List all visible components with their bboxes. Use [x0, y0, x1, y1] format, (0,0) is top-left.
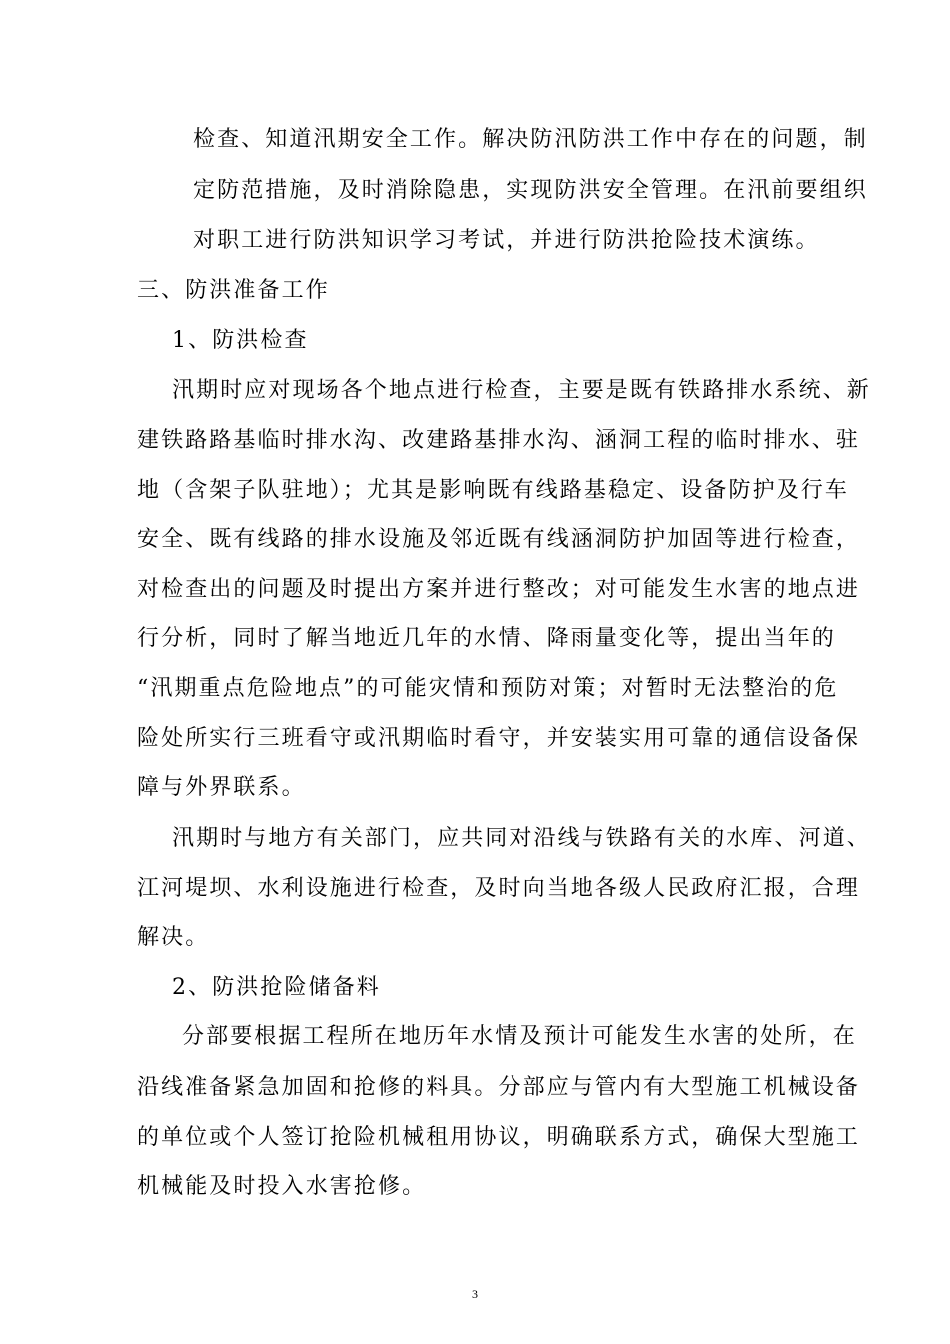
text-line: 汛期时应对现场各个地点进行检查，主要是既有铁路排水系统、新: [172, 378, 871, 403]
subsection-heading: 1、防洪检查: [172, 328, 309, 353]
text-line: 定防范措施，及时消除隐患，实现防洪安全管理。在汛前要组织: [193, 178, 868, 203]
text-line: 安全、既有线路的排水设施及邻近既有线涵洞防护加固等进行检查，: [137, 527, 861, 552]
text-line: 沿线准备紧急加固和抢修的料具。分部应与管内有大型施工机械设备: [137, 1075, 861, 1100]
text-line: “汛期重点危险地点”的可能灾情和预防对策；对暂时无法整治的危: [137, 676, 839, 701]
section-heading: 三、防洪准备工作: [137, 278, 330, 303]
text-line: 障与外界联系。: [137, 775, 306, 800]
page-number: 3: [472, 1287, 478, 1301]
text-line: 行分析，同时了解当地近几年的水情、降雨量变化等，提出当年的: [137, 626, 836, 651]
text-line: 检查、知道汛期安全工作。解决防汛防洪工作中存在的问题，制: [193, 127, 868, 152]
text-line: 对职工进行防洪知识学习考试，并进行防洪抢险技术演练。: [193, 228, 820, 253]
text-line: 汛期时与地方有关部门，应共同对沿线与铁路有关的水库、河道、: [172, 826, 871, 851]
text-line: 江河堤坝、水利设施进行检查，及时向当地各级人民政府汇报，合理: [137, 876, 861, 901]
text-line: 对检查出的问题及时提出方案并进行整改；对可能发生水害的地点进: [137, 577, 861, 602]
text-line: 地（含架子队驻地）；尤其是影响既有线路基稳定、设备防护及行车: [137, 478, 850, 503]
text-line: 分部要根据工程所在地历年水情及预计可能发生水害的处所，在: [182, 1024, 857, 1049]
text-line: 机械能及时投入水害抢修。: [137, 1174, 427, 1199]
text-line: 解决。: [137, 925, 210, 950]
subsection-heading: 2、防洪抢险储备料: [172, 975, 381, 1000]
text-line: 的单位或个人签订抢险机械租用协议，明确联系方式，确保大型施工: [137, 1125, 861, 1150]
text-line: 建铁路路基临时排水沟、改建路基排水沟、涵洞工程的临时排水、驻: [137, 428, 861, 453]
text-line: 险处所实行三班看守或汛期临时看守，并安装实用可靠的通信设备保: [137, 726, 861, 751]
